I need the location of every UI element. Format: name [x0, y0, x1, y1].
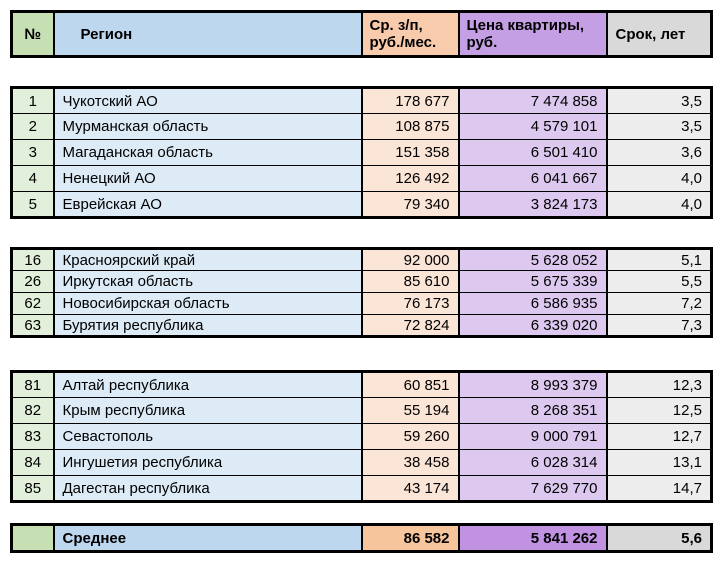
table-row: [12, 315, 712, 337]
cell-term: 3,6: [607, 140, 712, 166]
summary-cell-label: Среднее: [54, 525, 362, 552]
header-row: [12, 12, 712, 57]
summary-table: [10, 523, 713, 553]
table-row: [12, 166, 712, 192]
cell-num: 3: [12, 140, 54, 166]
cell-price: 7 629 770: [459, 476, 607, 502]
cell-term: 4,0: [607, 192, 712, 218]
table-row: [12, 114, 712, 140]
header-cell-region: Регион: [54, 12, 362, 57]
cell-price: 7 474 858: [459, 88, 607, 114]
cell-salary: 85 610: [362, 271, 459, 293]
cell-region: Красноярский край: [54, 249, 362, 271]
cell-region: Новосибирская область: [54, 293, 362, 315]
table-row: [12, 140, 712, 166]
cell-price: 4 579 101: [459, 114, 607, 140]
cell-region: Севастополь: [54, 424, 362, 450]
table-row: [12, 192, 712, 218]
cell-price: 5 628 052: [459, 249, 607, 271]
cell-salary: 178 677: [362, 88, 459, 114]
cell-num: 83: [12, 424, 54, 450]
cell-num: 2: [12, 114, 54, 140]
cell-num: 26: [12, 271, 54, 293]
cell-price: 6 586 935: [459, 293, 607, 315]
cell-price: 6 501 410: [459, 140, 607, 166]
cell-price: 8 268 351: [459, 398, 607, 424]
header-table: [10, 10, 713, 58]
cell-salary: 59 260: [362, 424, 459, 450]
cell-num: 16: [12, 249, 54, 271]
cell-salary: 38 458: [362, 450, 459, 476]
cell-salary: 60 851: [362, 372, 459, 398]
cell-region: Дагестан республика: [54, 476, 362, 502]
cell-region: Иркутская область: [54, 271, 362, 293]
table-row: [12, 271, 712, 293]
cell-price: 8 993 379: [459, 372, 607, 398]
table-row: [12, 293, 712, 315]
cell-num: 62: [12, 293, 54, 315]
group-2-table: [10, 247, 713, 338]
cell-salary: 108 875: [362, 114, 459, 140]
cell-term: 12,5: [607, 398, 712, 424]
cell-term: 7,3: [607, 315, 712, 337]
cell-term: 12,7: [607, 424, 712, 450]
cell-term: 3,5: [607, 88, 712, 114]
cell-region: Ненецкий АО: [54, 166, 362, 192]
cell-region: Еврейская АО: [54, 192, 362, 218]
table-row: [12, 476, 712, 502]
cell-num: 5: [12, 192, 54, 218]
group-1-table: [10, 86, 713, 219]
cell-price: 3 824 173: [459, 192, 607, 218]
cell-term: 3,5: [607, 114, 712, 140]
cell-salary: 76 173: [362, 293, 459, 315]
header-cell-price: Цена квартиры, руб.: [459, 12, 607, 57]
cell-salary: 79 340: [362, 192, 459, 218]
header-cell-salary: Ср. з/п, руб./мес.: [362, 12, 459, 57]
cell-term: 14,7: [607, 476, 712, 502]
cell-region: Алтай республика: [54, 372, 362, 398]
cell-num: 1: [12, 88, 54, 114]
cell-num: 84: [12, 450, 54, 476]
cell-term: 13,1: [607, 450, 712, 476]
cell-term: 4,0: [607, 166, 712, 192]
summary-cell-num: [12, 525, 54, 552]
header-cell-term: Срок, лет: [607, 12, 712, 57]
cell-num: 4: [12, 166, 54, 192]
summary-cell-term: 5,6: [607, 525, 712, 552]
table-row: [12, 450, 712, 476]
cell-term: 12,3: [607, 372, 712, 398]
group-3-table: [10, 370, 713, 503]
cell-salary: 126 492: [362, 166, 459, 192]
cell-num: 85: [12, 476, 54, 502]
cell-price: 9 000 791: [459, 424, 607, 450]
cell-salary: 43 174: [362, 476, 459, 502]
cell-term: 5,1: [607, 249, 712, 271]
summary-cell-price: 5 841 262: [459, 525, 607, 552]
cell-num: 63: [12, 315, 54, 337]
cell-price: 5 675 339: [459, 271, 607, 293]
table-row: [12, 88, 712, 114]
summary-cell-salary: 86 582: [362, 525, 459, 552]
header-cell-number: №: [12, 12, 54, 57]
cell-num: 82: [12, 398, 54, 424]
table-row: [12, 249, 712, 271]
cell-num: 81: [12, 372, 54, 398]
cell-salary: 92 000: [362, 249, 459, 271]
cell-price: 6 028 314: [459, 450, 607, 476]
cell-region: Чукотский АО: [54, 88, 362, 114]
cell-region: Мурманская область: [54, 114, 362, 140]
cell-region: Бурятия республика: [54, 315, 362, 337]
table-row: [12, 424, 712, 450]
cell-term: 5,5: [607, 271, 712, 293]
cell-region: Крым республика: [54, 398, 362, 424]
cell-price: 6 339 020: [459, 315, 607, 337]
cell-salary: 72 824: [362, 315, 459, 337]
cell-salary: 55 194: [362, 398, 459, 424]
cell-price: 6 041 667: [459, 166, 607, 192]
table-row: [12, 372, 712, 398]
summary-row: [12, 525, 712, 552]
table-row: [12, 398, 712, 424]
cell-salary: 151 358: [362, 140, 459, 166]
cell-region: Магаданская область: [54, 140, 362, 166]
cell-region: Ингушетия республика: [54, 450, 362, 476]
cell-term: 7,2: [607, 293, 712, 315]
